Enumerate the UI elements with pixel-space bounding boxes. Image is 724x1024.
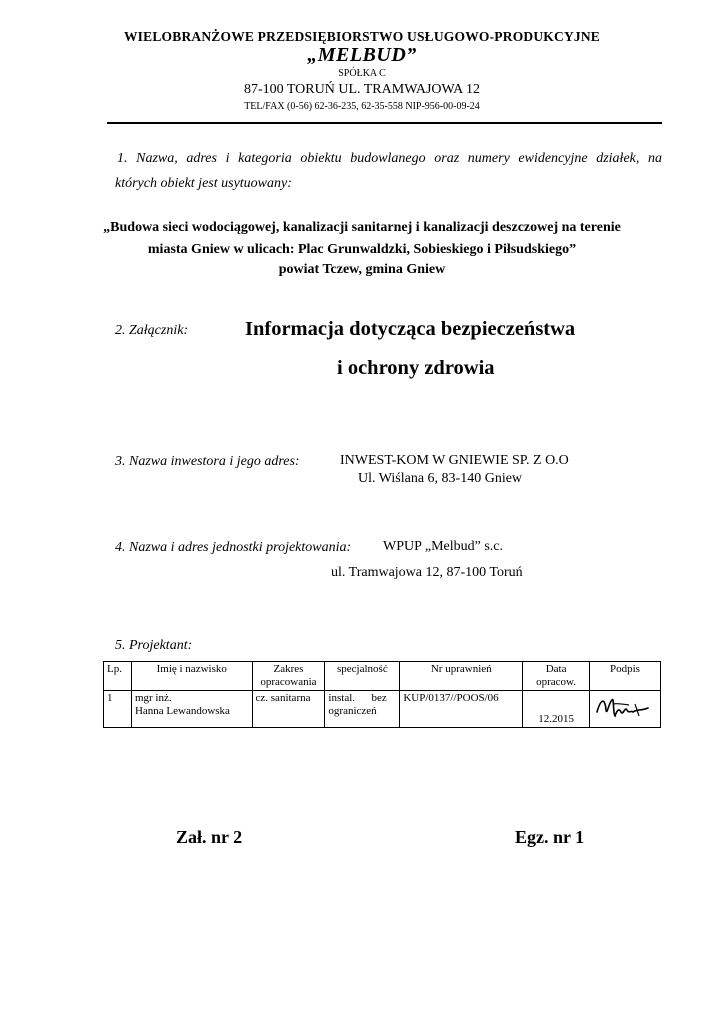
column-header: Zakres opracowania xyxy=(252,662,325,691)
column-header: specjalność xyxy=(325,662,400,691)
company-contact: TEL/FAX (0-56) 62-36-235, 62-35-558 NIP-956-00-09-24 xyxy=(244,101,480,112)
design-unit-name: WPUP „Melbud” s.c. xyxy=(383,539,504,554)
project-title-line2: miasta Gniew w ulicach: Plac Grunwaldzki, Sobieskiego i Piłsudskiego” xyxy=(147,242,577,257)
attachment-title-line1: Informacja dotycząca bezpieczeństwa xyxy=(245,318,576,340)
table-row xyxy=(104,691,661,728)
company-form: SPÓŁKA C xyxy=(338,68,386,79)
header-divider xyxy=(107,122,662,124)
designer-degree: mgr inż. xyxy=(134,692,172,704)
table-header-row xyxy=(104,662,661,691)
attachment-title-line2: i ochrony zdrowia xyxy=(337,357,495,379)
investor-address: Ul. Wiślana 6, 83-140 Gniew xyxy=(358,471,523,486)
section5-label: 5. Projektant: xyxy=(115,638,193,653)
project-title-line3: powiat Tczew, gmina Gniew xyxy=(278,262,446,277)
license-cell: KUP/0137//POOS/06 xyxy=(400,691,523,728)
scope-cell: cz. sanitarna xyxy=(252,691,325,728)
specialty-cell xyxy=(325,691,400,728)
section2-label: 2. Załącznik: xyxy=(115,323,189,338)
column-header: Lp. xyxy=(104,662,132,691)
row-number: 1 xyxy=(104,691,132,728)
company-name: „MELBUD” xyxy=(307,44,417,66)
company-address: 87-100 TORUŃ UL. TRAMWAJOWA 12 xyxy=(243,82,481,97)
design-unit-address: ul. Tramwajowa 12, 87-100 Toruń xyxy=(331,565,523,580)
designer-name-cell xyxy=(131,691,252,728)
column-header: Podpis xyxy=(589,662,660,691)
designer-table xyxy=(103,661,661,728)
signature-image xyxy=(593,692,653,722)
company-type: WIELOBRANŻOWE PRZEDSIĘBIORSTWO USŁUGOWO-PRODUKCYJNE xyxy=(123,29,601,44)
copy-number: Egz. nr 1 xyxy=(515,827,585,847)
designer-name: Hanna Lewandowska xyxy=(134,705,230,717)
section3-label: 3. Nazwa inwestora i jego adres: xyxy=(115,454,300,469)
date-cell: 12.2015 xyxy=(523,691,590,728)
column-header: Nr uprawnień xyxy=(400,662,523,691)
specialty-line1: instal. bez xyxy=(328,692,387,704)
signature-cell xyxy=(589,691,660,728)
attachment-number: Zał. nr 2 xyxy=(176,827,243,847)
investor-name: INWEST-KOM W GNIEWIE SP. Z O.O xyxy=(340,453,569,468)
specialty-line2: ograniczeń xyxy=(328,705,377,717)
section1-label-line2: których obiekt jest usytuowany: xyxy=(115,176,292,191)
section1-label-line1: 1. Nazwa, adres i kategoria obiektu budowlanego oraz numery ewidencyjne działek, na xyxy=(117,151,662,166)
section4-label: 4. Nazwa i adres jednostki projektowania: xyxy=(115,540,352,555)
column-header: Data opracow. xyxy=(523,662,590,691)
project-title-line1: „Budowa sieci wodociągowej, kanalizacji sanitarnej i kanalizacji deszczowej na terenie xyxy=(103,220,621,235)
column-header: Imię i nazwisko xyxy=(131,662,252,691)
